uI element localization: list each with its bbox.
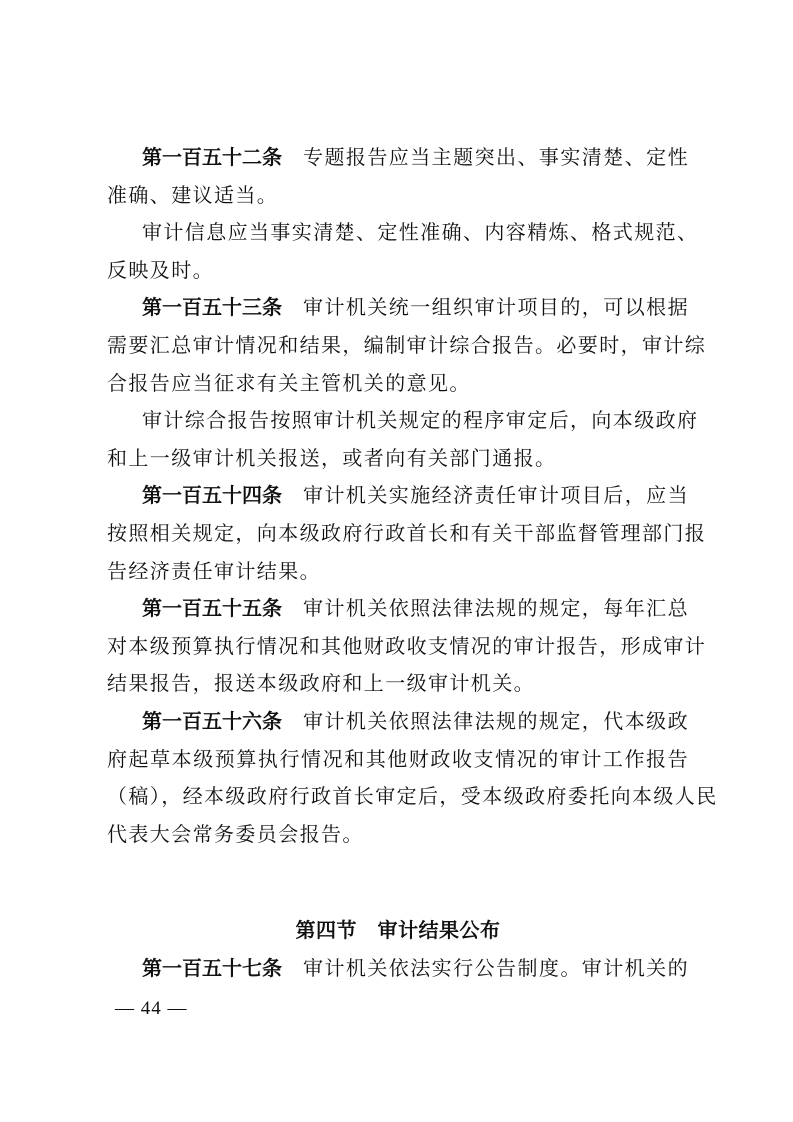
line-text: 告经济责任审计结果。 — [107, 558, 321, 583]
text-line — [107, 628, 707, 666]
line-text: 反映及时。 — [107, 257, 214, 282]
line-text: 结果报告，报送本级政府和上一级审计机关。 — [107, 671, 535, 696]
article-paragraph — [107, 703, 718, 853]
article-paragraph — [107, 950, 689, 988]
document-body — [107, 139, 718, 987]
line-text: 准确、建议适当。 — [107, 182, 279, 207]
line-text: 审计机关依照法律法规的规定，每年汇总 — [303, 596, 689, 621]
text-line — [107, 252, 689, 290]
text-line — [107, 590, 689, 628]
line-text: 审计机关统一组织审计项目的，可以根据 — [303, 295, 689, 320]
article-number: 第一百五十四条 — [142, 483, 282, 508]
article-paragraph — [107, 590, 707, 703]
line-text: 专题报告应当主题突出、事实清楚、定性 — [303, 145, 689, 169]
text-line — [107, 402, 699, 440]
text-line — [107, 365, 689, 403]
article-number: 第一百五十三条 — [142, 295, 282, 320]
text-line — [107, 553, 689, 591]
text-line — [107, 214, 699, 252]
text-line — [107, 440, 689, 478]
paragraph — [107, 402, 699, 477]
text-line — [107, 665, 689, 703]
text-line — [107, 177, 689, 215]
text-line — [107, 816, 689, 854]
page-number: — 44 — — [115, 998, 188, 1019]
line-text: 按照相关规定，向本级政府行政首长和有关干部监督管理部门报 — [107, 520, 707, 545]
paragraph — [107, 214, 699, 289]
text-line — [107, 778, 718, 816]
text-line — [107, 741, 689, 779]
text-line — [107, 477, 689, 515]
line-text: 审计机关依法实行公告制度。审计机关的 — [303, 955, 689, 980]
line-text: 审计机关实施经济责任审计项目后，应当 — [303, 483, 689, 508]
line-text: 审计综合报告按照审计机关规定的程序审定后，向本级政府 — [142, 408, 699, 433]
article-number: 第一百五十二条 — [142, 145, 282, 169]
text-line — [107, 515, 707, 553]
article-paragraph — [107, 289, 707, 402]
line-text: 审计信息应当事实清楚、定性准确、内容精炼、格式规范、 — [142, 220, 699, 245]
articles-before-heading — [107, 139, 718, 853]
article-paragraph — [107, 477, 707, 590]
line-text: 对本级预算执行情况和其他财政收支情况的审计报告，形成审计 — [107, 633, 707, 658]
article-number: 第一百五十五条 — [142, 596, 282, 621]
article-number: 第一百五十六条 — [142, 708, 282, 733]
text-line — [107, 139, 689, 177]
text-line — [107, 327, 707, 365]
articles-after-heading — [107, 950, 689, 988]
text-line — [107, 703, 689, 741]
line-text: 审计机关依照法律法规的规定，代本级政 — [303, 708, 689, 733]
text-line — [107, 289, 689, 327]
line-text: 需要汇总审计情况和结果，编制审计综合报告。必要时，审计综 — [107, 332, 707, 357]
article-paragraph — [107, 139, 689, 214]
line-text: 和上一级审计机关报送，或者向有关部门通报。 — [107, 445, 557, 470]
line-text: 合报告应当征求有关主管机关的意见。 — [107, 370, 471, 395]
article-number: 第一百五十七条 — [142, 955, 282, 980]
text-line — [107, 950, 689, 988]
line-text: 代表大会常务委员会报告。 — [107, 821, 364, 846]
section-heading: 第四节 审计结果公布 — [295, 918, 501, 943]
line-text: 府起草本级预算执行情况和其他财政收支情况的审计工作报告 — [107, 746, 689, 771]
line-text: （稿），经本级政府行政首长审定后，受本级政府委托向本级人民 — [107, 784, 718, 809]
